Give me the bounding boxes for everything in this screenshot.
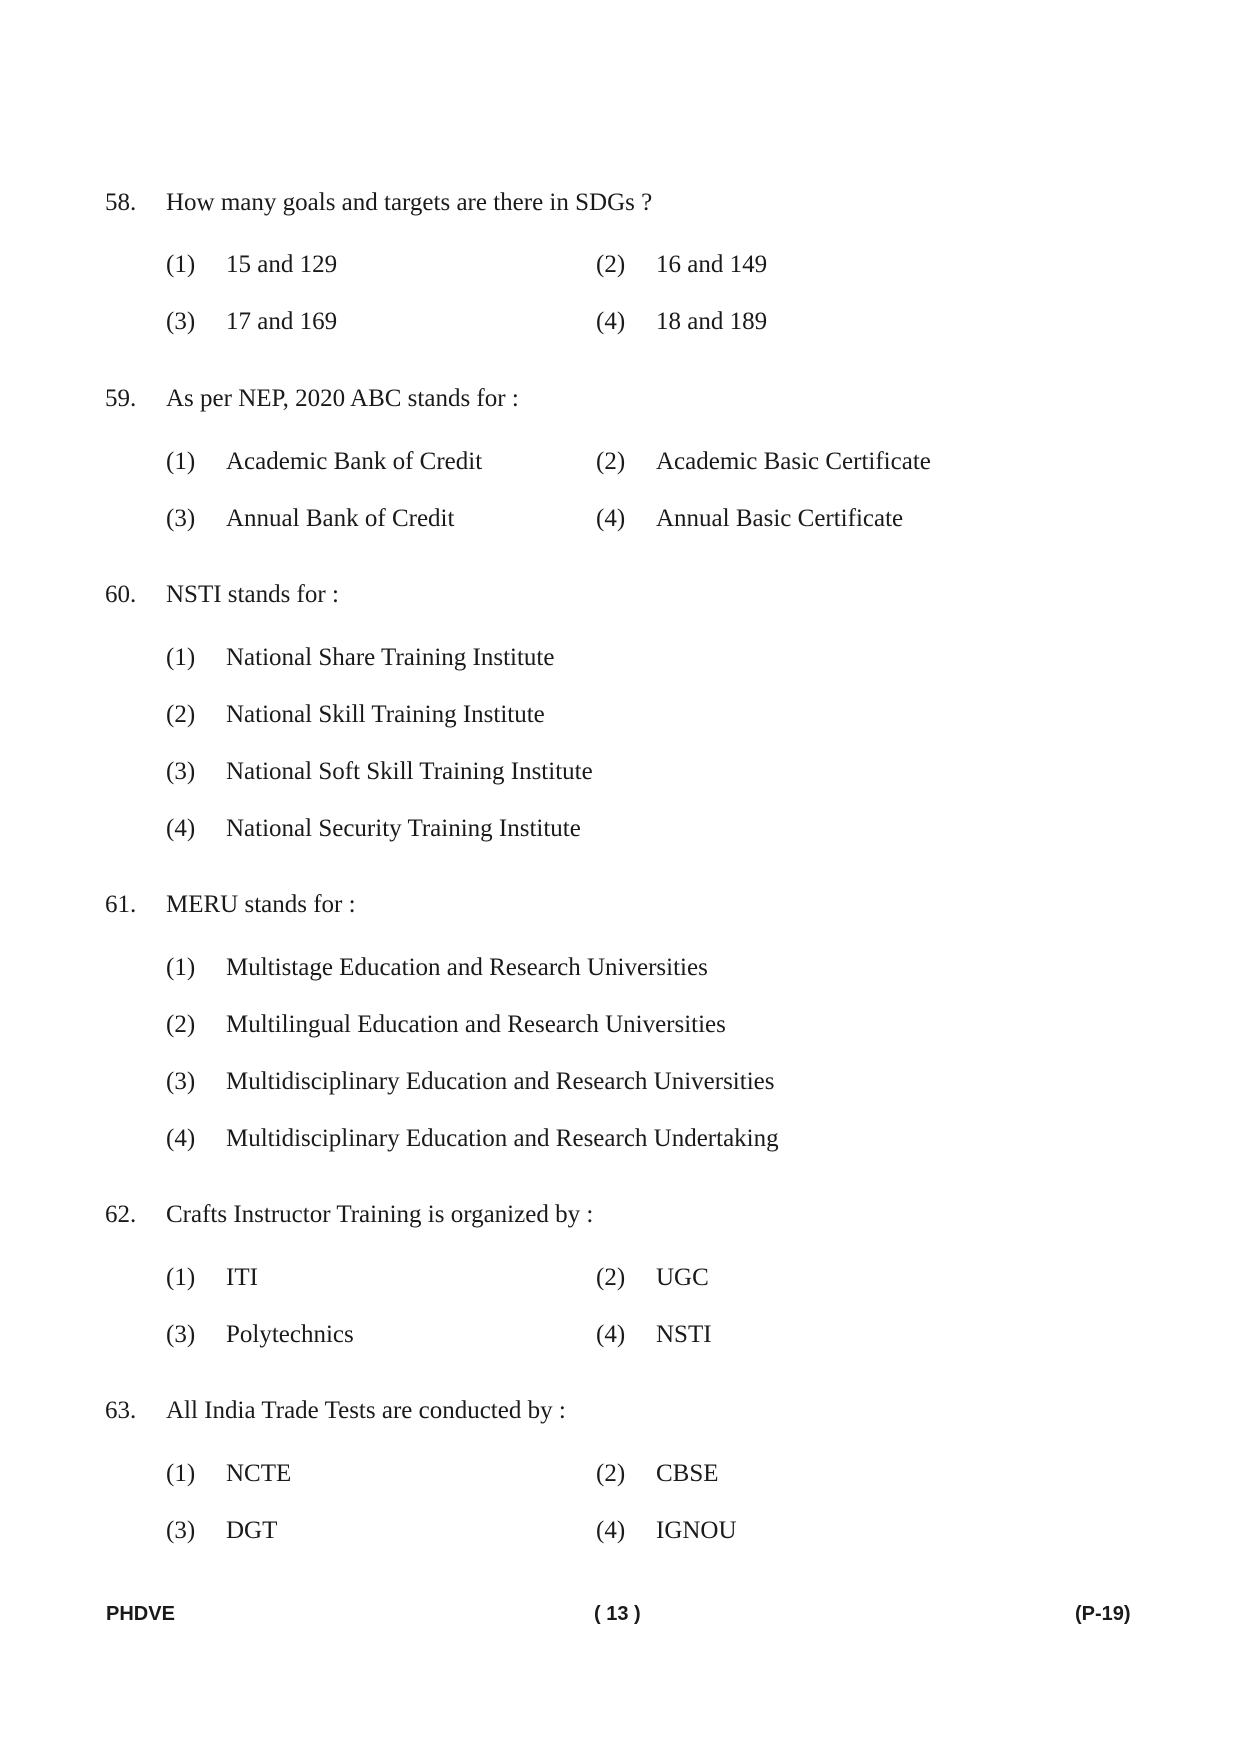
question-text: NSTI stands for : — [166, 581, 339, 608]
option-number: (1) — [166, 448, 196, 475]
option-text: 18 and 189 — [656, 308, 768, 335]
question-number: 61. — [105, 891, 137, 918]
question-text: MERU stands for : — [166, 891, 356, 918]
option-text: ITI — [226, 1264, 258, 1291]
option-text: Multidisciplinary Education and Research Universities — [226, 1068, 775, 1095]
option-number: (2) — [596, 448, 626, 475]
option-number: (1) — [166, 251, 196, 278]
option-text: NSTI — [656, 1321, 712, 1348]
question-text: How many goals and targets are there in SDGs ? — [166, 189, 653, 216]
question-text: Crafts Instructor Training is organized by : — [166, 1201, 594, 1228]
option-text: Academic Bank of Credit — [226, 448, 483, 475]
option-text: UGC — [656, 1264, 709, 1291]
option-number: (1) — [166, 644, 196, 671]
option-number: (4) — [596, 1321, 626, 1348]
option-text: DGT — [226, 1517, 278, 1544]
option-number: (4) — [596, 308, 626, 335]
option-number: (3) — [166, 1517, 196, 1544]
option-number: (3) — [166, 1321, 196, 1348]
option-text: CBSE — [656, 1460, 719, 1487]
option-number: (3) — [166, 308, 196, 335]
option-number: (4) — [596, 505, 626, 532]
option-text: National Share Training Institute — [226, 644, 555, 671]
option-number: (2) — [596, 1264, 626, 1291]
option-number: (2) — [596, 1460, 626, 1487]
question-number: 62. — [105, 1201, 137, 1228]
option-text: Polytechnics — [226, 1321, 354, 1348]
option-number: (4) — [166, 1125, 196, 1152]
option-text: 16 and 149 — [656, 251, 768, 278]
paper-code: (P-19) — [1075, 1603, 1131, 1625]
option-text: Annual Bank of Credit — [226, 505, 455, 532]
option-number: (1) — [166, 1460, 196, 1487]
option-number: (2) — [596, 251, 626, 278]
option-number: (1) — [166, 954, 196, 981]
question-number: 63. — [105, 1397, 137, 1424]
page-number: ( 13 ) — [594, 1603, 641, 1625]
option-text: 15 and 129 — [226, 251, 338, 278]
question-number: 59. — [105, 385, 137, 412]
question-text: All India Trade Tests are conducted by : — [166, 1397, 566, 1424]
option-text: NCTE — [226, 1460, 292, 1487]
option-number: (2) — [166, 701, 196, 728]
option-text: Academic Basic Certificate — [656, 448, 931, 475]
question-number: 58. — [105, 189, 137, 216]
option-text: National Skill Training Institute — [226, 701, 545, 728]
option-text: National Soft Skill Training Institute — [226, 758, 593, 785]
option-number: (1) — [166, 1264, 196, 1291]
question-number: 60. — [105, 581, 137, 608]
option-text: National Security Training Institute — [226, 815, 581, 842]
option-text: Annual Basic Certificate — [656, 505, 904, 532]
option-number: (3) — [166, 1068, 196, 1095]
option-number: (2) — [166, 1011, 196, 1038]
option-text: Multistage Education and Research Universities — [226, 954, 708, 981]
option-text: 17 and 169 — [226, 308, 338, 335]
question-text: As per NEP, 2020 ABC stands for : — [166, 385, 519, 412]
option-text: Multidisciplinary Education and Research Undertaking — [226, 1125, 779, 1152]
option-number: (3) — [166, 758, 196, 785]
option-text: IGNOU — [656, 1517, 737, 1544]
footer-code: PHDVE — [106, 1603, 175, 1625]
option-text: Multilingual Education and Research Universities — [226, 1011, 726, 1038]
option-number: (4) — [166, 815, 196, 842]
option-number: (4) — [596, 1517, 626, 1544]
option-number: (3) — [166, 505, 196, 532]
